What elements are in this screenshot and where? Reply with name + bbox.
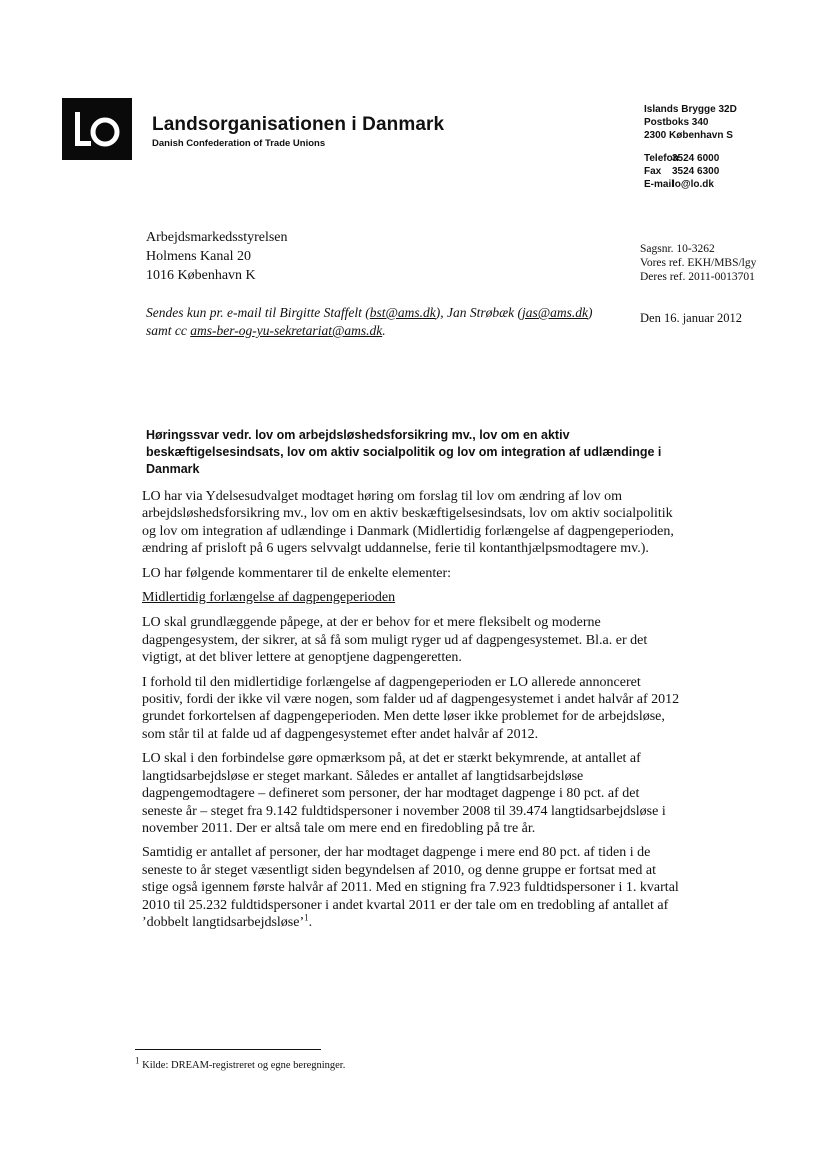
recipient-line: Arbejdsmarkedsstyrelsen (146, 230, 288, 245)
org-subtitle: Danish Confederation of Trade Unions (152, 138, 326, 149)
recipient-line: 1016 København K (146, 268, 256, 283)
reference-block (640, 242, 756, 284)
address-line: Postboks 340 (644, 117, 709, 128)
email-link[interactable]: ams-ber-og-yu-sekretariat@ams.dk (190, 323, 383, 338)
paragraph: LO skal grundlæggende påpege, at der er behov for et mere fleksibelt og moderne dagpengesystem, der sikrer, at så få som muligt ryger ud af dagpengesystemet. Bl.a. er det vigtigt, at det bliver lettere at genoptjene dagpengeretten. (142, 615, 648, 666)
paragraph: LO har via Ydelsesudvalget modtaget høring om forslag til lov om ændring af lov om arbejdsløshedsforsikring mv., lov om en aktiv beskæftigelsesindsats, lov om aktiv socialpolitik og lov om integration af udlændinge i Danmark (Midlertidig forlængelse af dagpengeperioden, ændring af prisloft på 6 ugers selvvalgt uddannelse, ferie til kontanthjælpsmodtagere mv.). (142, 489, 674, 557)
fax-row (644, 165, 737, 178)
footnote-text: Kilde: DREAM-registreret og egne beregninger. (142, 1060, 346, 1071)
recipient-address (146, 228, 288, 285)
lo-logo (62, 98, 132, 160)
paragraph: LO har følgende kommentarer til de enkelte elementer: (142, 565, 452, 581)
email-link[interactable]: jas@ams.dk (522, 305, 589, 320)
paragraph: I forhold til den midlertidige forlængelse af dagpengeperioden er LO allerede annonceret positiv, fordi der ikke vil være nogen, som falder ud af dagpengesystemet i andet halvår af 2012 grundet forkortelsen af dagpengeperioden. Men dette løser ikke problemet for de arbejdsløse, som står til at falde ud af dagpengesystemet efter andet halvår af 2012. (142, 674, 680, 742)
recipient-line: Holmens Kanal 20 (146, 249, 251, 264)
address-line: 2300 København S (644, 130, 733, 141)
letter-date: Den 16. januar 2012 (640, 311, 743, 325)
email-label: E-mail (644, 179, 675, 190)
case-number: Sagsnr. 10-3262 (640, 243, 715, 255)
phone-label: Telefon (644, 153, 679, 164)
paragraph: LO skal i den forbindelse gøre opmærksom på, at det er stærkt bekymrende, at antallet af langtidsarbejdsløse er steget markant. Således er antallet af langtidsarbejdsløse dagpengemodtagere – defineret som personer, der har modtaget dagpenge i 80 pct. af det seneste år – steget fra 9.142 fuldtidspersoner i november 2008 til 39.474 langtidsarbejdsløse i november 2011. Der er altså tale om mere end en firedobling på tre år. (142, 751, 666, 836)
letter-body (142, 488, 682, 938)
phone-value: 3524 6000 (672, 153, 720, 164)
footnote-mark: 1 (135, 1055, 140, 1066)
email-value: lo@lo.dk (672, 179, 714, 190)
fax-label: Fax (644, 166, 662, 177)
lo-logo-icon (62, 98, 132, 160)
fax-value: 3524 6300 (672, 166, 720, 177)
our-reference: Vores ref. EKH/MBS/lgy (640, 257, 757, 269)
delivery-note: Sendes kun pr. e-mail til Birgitte Staffelt (bst@ams.dk), Jan Strøbæk (jas@ams.dk) samt cc ams-ber-og-yu-sekretariat@ams.dk. (146, 305, 593, 338)
footnote-divider (135, 1049, 321, 1050)
phone-row (644, 152, 737, 165)
org-name: Landsorganisationen i Danmark (152, 114, 445, 135)
email-row (644, 178, 737, 191)
subject-heading: Høringssvar vedr. lov om arbejdsløshedsforsikring mv., lov om en aktiv beskæftigelsesindsats, lov om aktiv socialpolitik og lov om integration af udlændinge i Danmark (146, 428, 662, 476)
section-heading: Midlertidig forlængelse af dagpengeperioden (142, 590, 396, 606)
email-link[interactable]: bst@ams.dk (369, 305, 436, 320)
footnote (135, 1055, 346, 1071)
footnote-ref: 1 (304, 912, 309, 923)
address-line: Islands Brygge 32D (644, 104, 737, 115)
contact-block (644, 103, 737, 191)
your-reference: Deres ref. 2011-0013701 (640, 271, 755, 283)
paragraph: Samtidig er antallet af personer, der har modtaget dagpenge i mere end 80 pct. af tiden i de seneste to år steget væsentligt siden begyndelsen af 2010, og denne gruppe er fortsat med at stige også igennem første halvår af 2011. Med en stigning fra 7.923 fuldtidspersoner i 1. kvartal 2010 til 25.232 fuldtidspersoner i andet kvartal 2011 er der tale om en tredobling af antallet af ’dobbelt langtidsarbejdsløse’$^1$. (142, 845, 679, 930)
